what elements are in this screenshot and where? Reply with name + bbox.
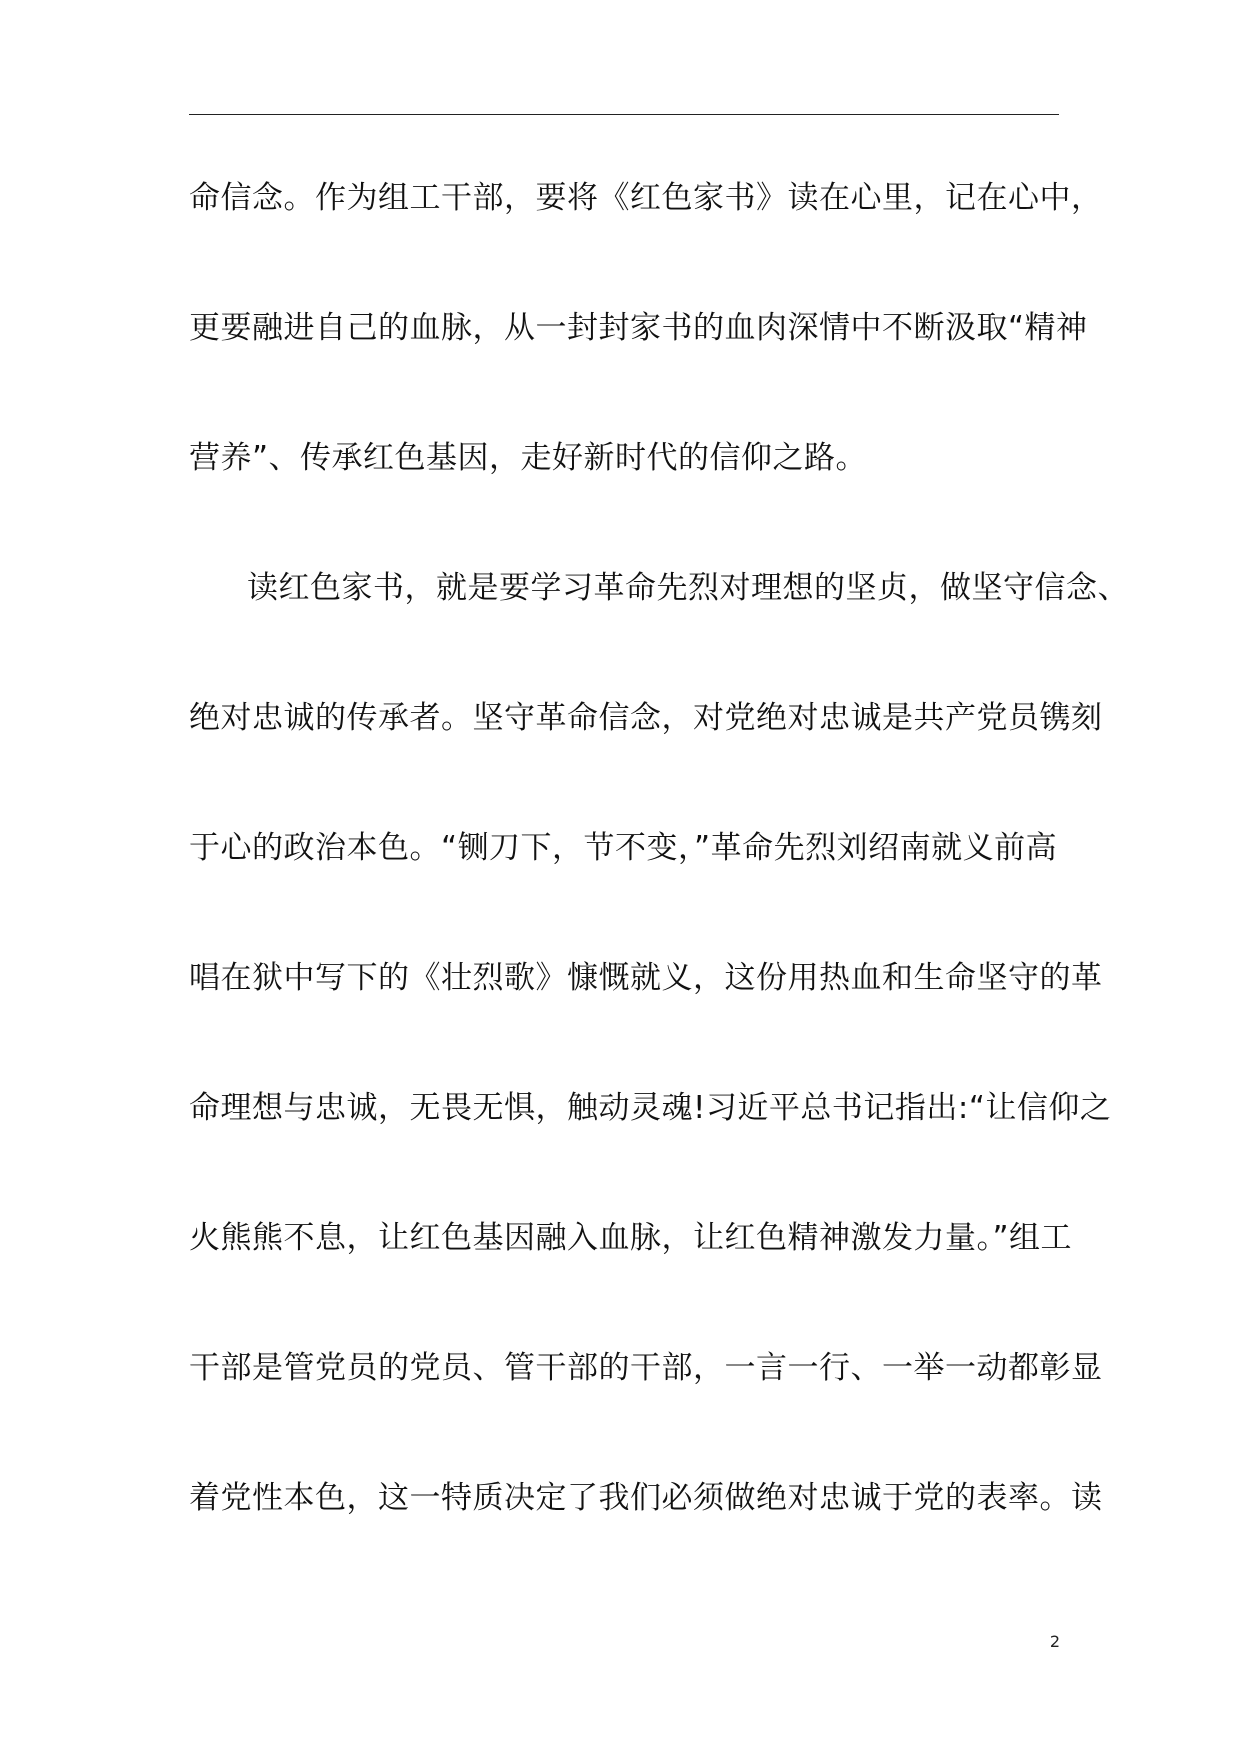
body-line: 命理想与忠诚，无畏无惧，触动灵魂!习近平总书记指出:“让信仰之	[189, 1090, 1112, 1126]
body-line: 干部是管党员的党员、管干部的干部，一言一行、一举一动都彰显	[189, 1350, 1103, 1386]
header-rule	[189, 114, 1059, 115]
body-line: 火熊熊不息，让红色基因融入血脉，让红色精神激发力量。”组工	[189, 1220, 1073, 1256]
body-line: 于心的政治本色。“铡刀下，节不变，”革命先烈刘绍南就义前高	[189, 830, 1058, 866]
page-number: 2	[1049, 1632, 1060, 1651]
document-body	[189, 170, 1129, 1600]
body-line: 唱在狱中写下的《壮烈歌》慷慨就义，这份用热血和生命坚守的革	[189, 960, 1103, 996]
paragraph-first-line: 读红色家书，就是要学习革命先烈对理想的坚贞，做坚守信念、	[247, 570, 1129, 606]
body-line: 着党性本色，这一特质决定了我们必须做绝对忠诚于党的表率。读	[189, 1480, 1103, 1516]
body-line: 命信念。作为组工干部，要将《红色家书》读在心里，记在心中，	[189, 180, 1103, 216]
body-line: 绝对忠诚的传承者。坚守革命信念，对党绝对忠诚是共产党员镌刻	[189, 700, 1103, 736]
body-line: 营养”、传承红色基因，走好新时代的信仰之路。	[189, 440, 868, 476]
body-line: 更要融进自己的血脉，从一封封家书的血肉深情中不断汲取“精神	[189, 310, 1088, 346]
